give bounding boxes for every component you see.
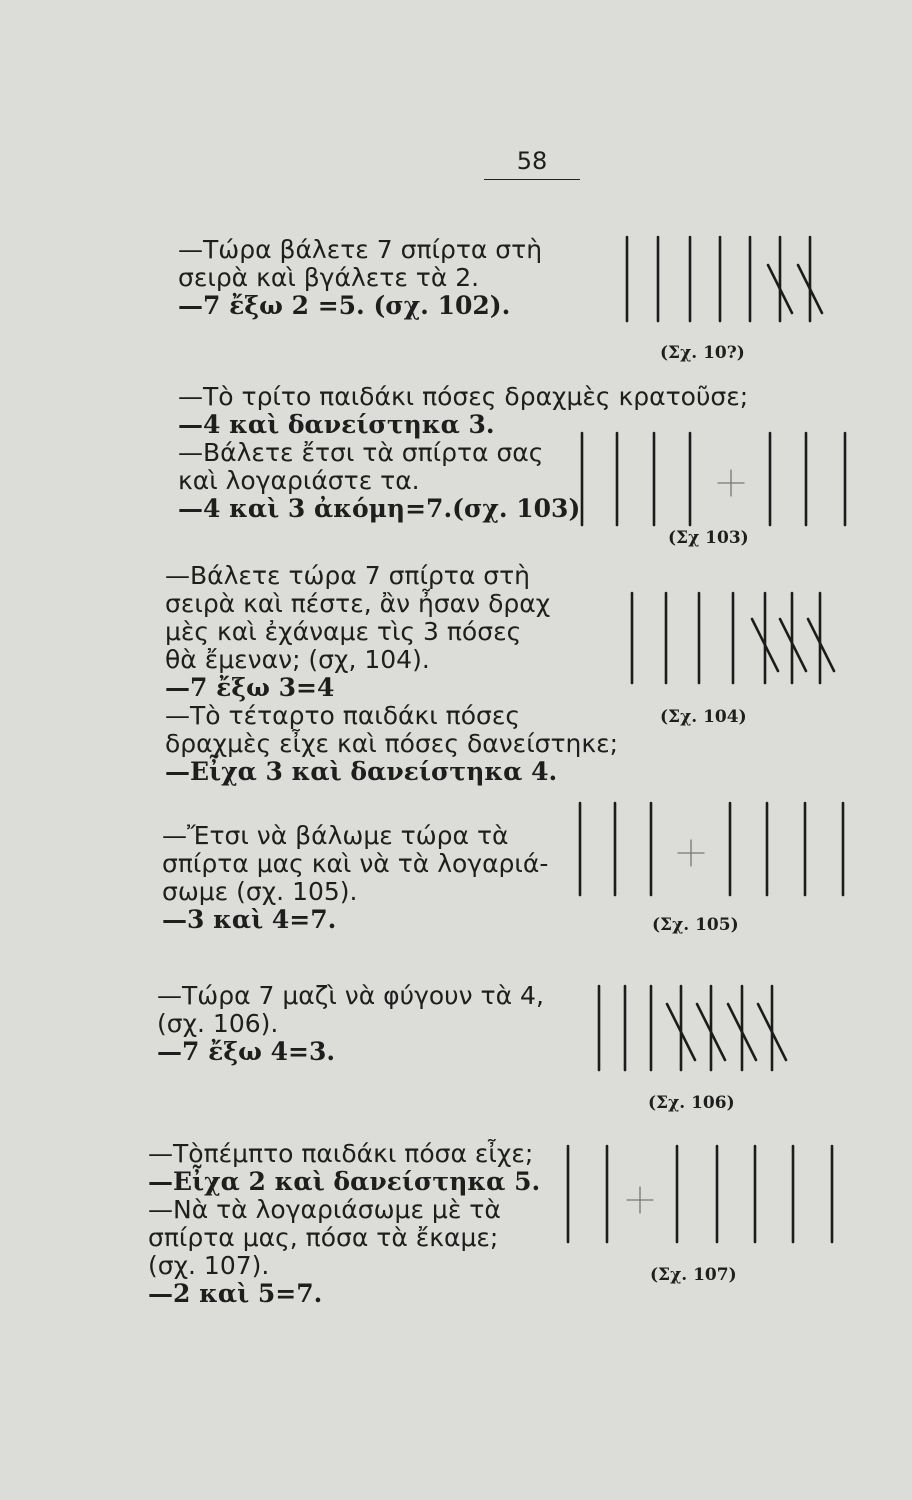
text-line: —4 καὶ 3 ἀκόμη=7.(σχ. 103) [178,494,581,523]
text-line: —Τώρα 7 μαζὶ νὰ φύγουν τὰ 4, [157,981,544,1010]
text-line: —Νὰ τὰ λογαριάσωμε μὲ τὰ [148,1195,501,1224]
figure-107-matchsticks [555,1140,855,1250]
figure-103-matchsticks [570,425,860,535]
text-line: —Βάλετε ἔτσι τὰ σπίρτα σας [178,438,544,467]
text-block-6 [148,1140,540,1308]
figure-102-matchsticks [610,225,830,335]
text-line: —Τώρα βάλετε 7 σπίρτα στὴ [178,235,543,264]
text-block-1 [178,236,542,320]
text-line: —Εἶχα 3 καὶ δανείστηκα 4. [165,757,558,786]
figure-103-caption: (Σχ 103) [668,528,749,548]
figure-105-caption: (Σχ. 105) [652,915,739,935]
figure-107-caption: (Σχ. 107) [650,1265,737,1285]
text-block-3 [165,562,618,786]
figure-104-caption: (Σχ. 104) [660,707,747,727]
text-line: σωμε (σχ. 105). [162,877,358,906]
text-line: —Εἶχα 2 καὶ δανείστηκα 5. [148,1167,541,1196]
text-line: —2 καὶ 5=7. [148,1279,323,1308]
text-line: —Τὸ τέταρτο παιδάκι πόσες [165,701,521,730]
text-line: —7 ἔξω 4=3. [157,1037,336,1066]
text-line: —7 ἔξω 2 =5. (σχ. 102). [178,291,511,320]
text-line: —Βάλετε τώρα 7 σπίρτα στὴ [165,561,531,590]
figure-106-matchsticks [585,978,815,1078]
text-line: καὶ λογαριάστε τα. [178,466,420,495]
text-line: (σχ. 107). [148,1251,270,1280]
text-line: —4 καὶ δανείστηκα 3. [178,410,495,439]
figure-106-caption: (Σχ. 106) [648,1093,735,1113]
text-line: σειρὰ καὶ βγάλετε τὰ 2. [178,263,480,292]
figure-105-matchsticks [565,795,855,905]
text-line: —7 ἔξω 3=4 [165,673,335,702]
text-block-5 [157,982,544,1066]
text-line: —Ἔτσι νὰ βάλωμε τώρα τὰ [162,821,509,850]
text-line: σειρὰ καὶ πέστε, ἂν ἦσαν δραχ [165,589,551,618]
text-line: θὰ ἔμεναν; (σχ, 104). [165,645,430,674]
figure-102-caption: (Σχ. 10?) [660,343,745,363]
text-line: σπίρτα μας, πόσα τὰ ἔκαμε; [148,1223,499,1252]
text-line: —3 καὶ 4=7. [162,905,337,934]
text-line: μὲς καὶ ἐχάναμε τὶς 3 πόσες [165,617,522,646]
figure-104-matchsticks [610,585,840,695]
text-line: (σχ. 106). [157,1009,279,1038]
text-line: δραχμὲς εἶχε καὶ πόσες δανείστηκε; [165,729,619,758]
text-block-4 [162,822,548,934]
page-number: 58 [484,147,580,180]
text-line: —Τὸ τρίτο παιδάκι πόσες δραχμὲς κρατοῦσε; [178,382,749,411]
text-line: —Τὸπέμπτο παιδάκι πόσα εἶχε; [148,1139,534,1168]
text-line: σπίρτα μας καὶ νὰ τὰ λογαριά- [162,849,549,878]
